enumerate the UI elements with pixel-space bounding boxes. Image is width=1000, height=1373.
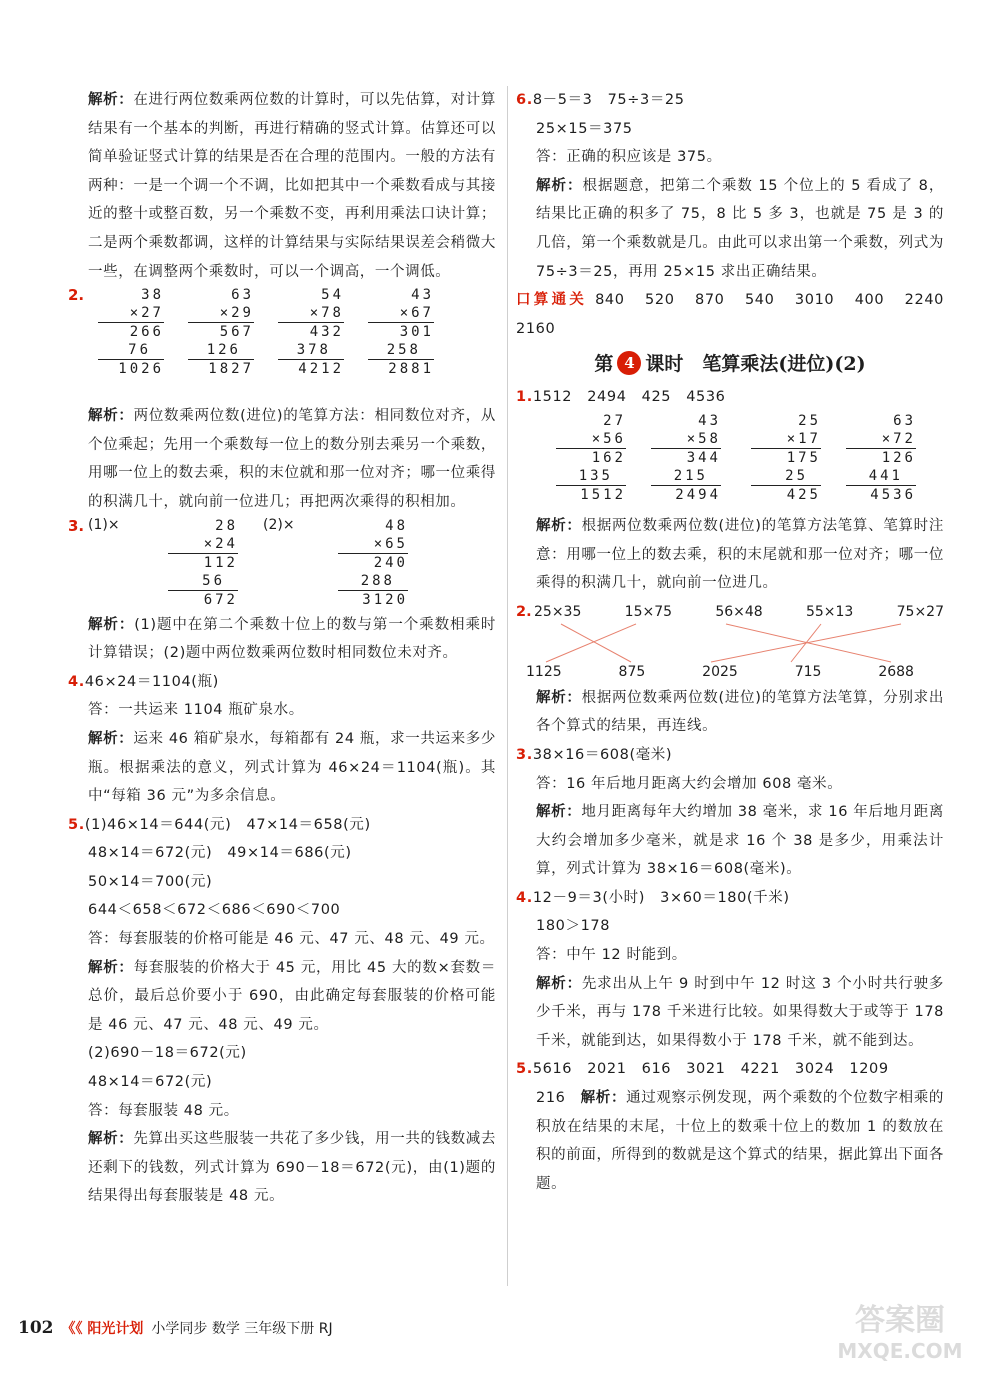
equation: 50×14＝700(元) xyxy=(88,873,213,890)
vertical-calc xyxy=(168,517,238,609)
calc-row: 54 xyxy=(321,287,344,304)
r2-analysis xyxy=(516,684,944,741)
calc-row: 135 xyxy=(578,467,613,484)
calc-row: 266 xyxy=(98,322,164,341)
calc-row: 25 xyxy=(785,467,808,484)
expression: 15×75 xyxy=(624,603,673,620)
matching-area xyxy=(516,604,944,684)
calc-row: 76 xyxy=(128,342,151,359)
lesson-name: 课时 笔算乘法(进位)(2) xyxy=(645,353,866,376)
part-label: (2)× xyxy=(263,516,295,533)
q6-analysis xyxy=(516,172,950,286)
equation: 48×14＝672(元) xyxy=(88,1074,213,1091)
calc-row: 378 xyxy=(296,342,331,359)
calc-row: 2494 xyxy=(651,485,721,504)
result: 1125 xyxy=(526,663,562,680)
analysis-label: 解析： xyxy=(88,616,135,633)
answers: 1512 2494 425 4536 xyxy=(532,389,726,406)
analysis-text: 每套服装的价格大于 45 元，用比 45 大的数×套数＝总价，最后总价要小于 690，由此确定每套服装的价格可能是 46 元、47 元、48 元、49 元。 xyxy=(88,959,496,1033)
calc-row: 672 xyxy=(168,590,238,609)
calc-row: 4536 xyxy=(846,485,916,504)
answer: 答：16 年后地月距离大约会增加 608 毫米。 xyxy=(536,775,843,792)
r1-values xyxy=(516,383,944,412)
calc-row: 3120 xyxy=(338,590,408,609)
analysis-label: 解析： xyxy=(536,517,582,534)
expression: 56×48 xyxy=(715,603,763,620)
calc-row: ×78 xyxy=(309,305,344,322)
calc-row: 28 xyxy=(215,517,238,534)
calc-row: 344 xyxy=(651,448,721,467)
r-question-1 xyxy=(516,383,944,597)
analysis-text: 先求出从上午 9 时到中午 12 时这 3 个小时共行驶多少千米，再与 178 千米进行比较。如果得数大于或等于 178 千米，就能到达，如果得数小于 178 千米，就不能到达。 xyxy=(536,975,950,1049)
r5-values xyxy=(516,1055,944,1084)
calc-row: 1512 xyxy=(556,485,626,504)
calc-row: 258 xyxy=(386,342,421,359)
calc-row: ×72 xyxy=(881,430,916,447)
equation: 25×15＝375 xyxy=(536,120,633,137)
equation: 8－5＝3 75÷3＝25 xyxy=(532,92,685,108)
vertical-calcs xyxy=(536,412,944,512)
analysis-text: 根据两位数乘两位数(进位)的笔算方法笔算、笔算时注意：用哪一位上的数去乘，积的末尾就和那一位对齐；哪一位乘得的积满几十，就向前一位进几。 xyxy=(536,517,944,592)
analysis-text: 地月距离每年大约增加 38 毫米，求 16 年后地月距离大约会增加多少毫米，就是求 16 个 38 是多少，用乘法计算，列式计算为 38×16＝608(毫米)。 xyxy=(536,804,944,878)
calc-row: ×27 xyxy=(129,305,164,322)
calc-row: 112 xyxy=(168,553,238,572)
q4-analysis xyxy=(68,725,496,811)
page-number: 102 xyxy=(18,1318,54,1338)
question-number: 6. xyxy=(516,92,533,108)
mental-math-label: 口算通关 xyxy=(516,292,588,309)
vertical-calc xyxy=(846,412,916,504)
watermark-text: 答案圈 xyxy=(855,1303,945,1338)
calc-row: 215 xyxy=(673,467,708,484)
calc-row: ×58 xyxy=(686,430,721,447)
answer: 答：每套服装 48 元。 xyxy=(88,1102,239,1119)
calc-row: ×17 xyxy=(786,430,821,447)
right-column xyxy=(516,86,960,1198)
q5-analysis-1 xyxy=(68,954,496,1040)
column-divider xyxy=(507,86,508,1286)
question-number: 4. xyxy=(516,889,533,906)
analysis-text: (1)题中在第二个乘数十位上的数与第一个乘数相乘时计算错误；(2)题中两位数乘两位数时相同数位未对齐。 xyxy=(88,616,496,662)
series-title: 小学同步 数学 三年级下册 RJ xyxy=(151,1321,333,1337)
calc-row: ×24 xyxy=(203,535,238,552)
result: 2688 xyxy=(878,663,914,680)
lesson-title xyxy=(516,349,944,379)
calc-row: 63 xyxy=(893,412,916,429)
analysis-label: 解析： xyxy=(536,177,583,194)
equation: 48×14＝672(元) 49×14＝686(元) xyxy=(88,845,352,862)
q2-analysis xyxy=(68,402,496,516)
mental-math-values: 840 520 870 540 3010 400 2240 2160 xyxy=(516,292,960,337)
calc-row: 1827 xyxy=(188,359,254,378)
equation: 46×24＝1104(瓶) xyxy=(84,673,219,690)
calc-row: 126 xyxy=(846,448,916,467)
calc-row: ×29 xyxy=(219,305,254,322)
analysis-text: 先算出买这些服装一共花了多少钱，用一共的钱数减去还剩下的钱数，列式计算为 690－18＝672(元)，由(1)题的结果得出每套服装是 48 元。 xyxy=(88,1131,496,1205)
question-number: 5. xyxy=(68,816,85,833)
intro-analysis xyxy=(68,86,496,286)
calc-row: 43 xyxy=(698,412,721,429)
analysis-text: 运来 46 箱矿泉水，每箱都有 24 瓶，求一共运来多少瓶。根据乘法的意义，列式计算为 46×24＝1104(瓶)。其中“每箱 36 元”为多余信息。 xyxy=(88,730,496,805)
match-line xyxy=(546,624,636,662)
vertical-calcs xyxy=(88,286,496,402)
comparison: 644＜658＜672＜686＜690＜700 xyxy=(88,902,341,919)
expression: 55×13 xyxy=(805,603,854,620)
q6-line-1 xyxy=(516,86,944,115)
question-5 xyxy=(68,811,496,1211)
analysis-text: 两位数乘两位数(进位)的笔算方法：相同数位对齐，从个位乘起；先用一个乘数每一位上的数分别去乘另一个乘数，用哪一位上的数去乘，积的末位就和那一位对齐；哪一位乘得的积满几十，就向前一位进几；再把两次乘得的积相加。 xyxy=(88,408,496,510)
answer: 答：一共运来 1104 瓶矿泉水。 xyxy=(88,702,304,719)
analysis-label: 解析： xyxy=(88,1131,134,1148)
r3-equation xyxy=(516,741,944,770)
vertical-calc xyxy=(188,286,254,378)
q4-equation xyxy=(68,668,496,697)
vertical-calc xyxy=(98,286,164,378)
equation: 12－9＝3(小时) 3×60＝180(千米) xyxy=(532,889,790,906)
calc-row: 288 xyxy=(360,572,395,589)
question-number: 5. xyxy=(516,1061,533,1078)
analysis-label: 解析： xyxy=(536,975,582,992)
vertical-calc xyxy=(751,412,821,504)
question-number: 3. xyxy=(68,516,85,535)
calc-row: 56 xyxy=(202,572,225,589)
analysis-text: 在进行两位数乘两位数的计算时，可以先估算，对计算结果有一个基本的判断，再进行精确的竖式计算。估算还可以简单验证竖式计算的结果是否在合理的范围内。一般的方法有两种：一是一个调一个不调，比如把其中一个乘数看成与其接近的整十或整百数，另一个乘数不变，再利用乘法口诀计算；二是两个乘数都调，这样的计算结果与实际结果误差会稍微大一些，在调整两个乘数时，可以一个调高，一个调低。 xyxy=(88,92,496,280)
calc-row: 126 xyxy=(206,342,241,359)
answer: 答：每套服装的价格可能是 46 元、47 元、48 元、49 元。 xyxy=(88,931,495,948)
watermark-url: MXQE.COM xyxy=(837,1339,963,1363)
analysis-text: 根据两位数乘两位数(进位)的笔算方法笔算，分别求出各个算式的结果，再连线。 xyxy=(536,689,944,735)
answer-value: 216 xyxy=(536,1090,566,1107)
r1-analysis xyxy=(516,512,944,598)
calc-row: 162 xyxy=(556,448,626,467)
r-question-3 xyxy=(516,741,944,884)
calc-row: ×56 xyxy=(591,430,626,447)
lesson-prefix: 第 xyxy=(594,353,614,376)
calc-row: 425 xyxy=(751,485,821,504)
answers: 5616 2021 616 3021 4221 3024 1209 xyxy=(532,1061,889,1078)
vertical-calc xyxy=(278,286,344,378)
calc-row: ×67 xyxy=(399,305,434,322)
question-4 xyxy=(68,668,496,811)
equation: (1)46×14＝644(元) 47×14＝658(元) xyxy=(84,816,371,833)
r5-analysis xyxy=(516,1084,944,1198)
analysis-text: 根据题意，把第二个乘数 15 个位上的 5 看成了 8，结果比正确的积多了 75，8 比 5 多 3，也就是 75 是 3 的几倍，第一个乘数就是几。由此可以求出第一个乘数，列式为 75÷3＝25，再用 25×15 求出正确结果。 xyxy=(536,177,950,280)
result: 715 xyxy=(794,663,822,680)
question-6 xyxy=(516,86,950,286)
q3-analysis xyxy=(68,611,496,668)
calc-row: 48 xyxy=(385,517,408,534)
r3-analysis xyxy=(516,798,944,884)
analysis-label: 解析： xyxy=(88,730,134,747)
calc-row: 567 xyxy=(188,322,254,341)
analysis-label: 解析： xyxy=(88,92,134,108)
r4-equation xyxy=(516,884,944,913)
r-question-2 xyxy=(516,604,944,741)
analysis-label: 解析： xyxy=(88,408,134,425)
question-number: 4. xyxy=(68,673,85,690)
lesson-number-badge: 4 xyxy=(617,351,641,375)
analysis-label: 解析： xyxy=(536,689,582,706)
calc-row: 301 xyxy=(368,322,434,341)
calc-row: 63 xyxy=(231,287,254,304)
r-question-5 xyxy=(516,1055,944,1198)
vertical-calc xyxy=(651,412,721,504)
question-number: 1. xyxy=(516,389,533,406)
expressions-row xyxy=(516,604,944,620)
q5-analysis-2 xyxy=(68,1125,496,1211)
r4-analysis xyxy=(516,970,950,1056)
result: 875 xyxy=(618,663,646,680)
watermark-logo xyxy=(810,1296,990,1366)
calc-row: 432 xyxy=(278,322,344,341)
part-label: (1)× xyxy=(88,516,120,533)
equation: 38×16＝608(毫米) xyxy=(532,746,673,763)
brand-logo: 《《 阳光计划 xyxy=(61,1321,144,1337)
match-line xyxy=(561,624,631,662)
calc-row: 38 xyxy=(141,287,164,304)
left-column xyxy=(68,86,496,1211)
calc-row: 240 xyxy=(338,553,408,572)
r-question-4 xyxy=(516,884,950,1056)
vertical-calcs xyxy=(88,517,496,611)
mental-math-row xyxy=(516,286,960,343)
calc-row: 25 xyxy=(798,412,821,429)
vertical-calc xyxy=(556,412,626,504)
comparison: 180＞178 xyxy=(536,918,611,935)
answer: 答：中午 12 时能到。 xyxy=(536,947,687,964)
calc-row: 43 xyxy=(411,287,434,304)
vertical-calc xyxy=(368,286,434,378)
calc-row: 4212 xyxy=(278,359,344,378)
calc-row: 175 xyxy=(751,448,821,467)
result: 2025 xyxy=(702,663,738,680)
question-number: 3. xyxy=(516,746,533,763)
match-line xyxy=(711,624,901,662)
calc-row: 2881 xyxy=(368,359,434,378)
analysis-text: 通过观察示例发现，两个乘数的个位数字相乘的积放在结果的末尾，十位上的数乘十位上的数加 1 的数放在积的前面，所得到的数就是这个算式的结果，据此算出下面各题。 xyxy=(536,1090,944,1192)
calc-row: 27 xyxy=(603,412,626,429)
expression: 75×27 xyxy=(896,603,944,620)
calc-row: 441 xyxy=(868,467,903,484)
page-footer xyxy=(18,1318,333,1338)
q5-line-1 xyxy=(68,811,496,840)
calc-row: ×65 xyxy=(373,535,408,552)
question-2 xyxy=(68,286,496,516)
analysis-label: 解析： xyxy=(580,1090,627,1107)
question-number: 2. xyxy=(68,286,85,305)
question-3 xyxy=(68,517,496,668)
calc-row: 1026 xyxy=(98,359,164,378)
analysis-label: 解析： xyxy=(88,959,134,976)
equation: (2)690－18＝672(元) xyxy=(88,1045,247,1062)
question-number: 2. xyxy=(516,603,532,620)
expression: 25×35 xyxy=(534,603,582,620)
results-row xyxy=(516,664,944,680)
analysis-label: 解析： xyxy=(536,804,582,821)
answer: 答：正确的积应该是 375。 xyxy=(536,149,722,166)
vertical-calc xyxy=(338,517,408,609)
